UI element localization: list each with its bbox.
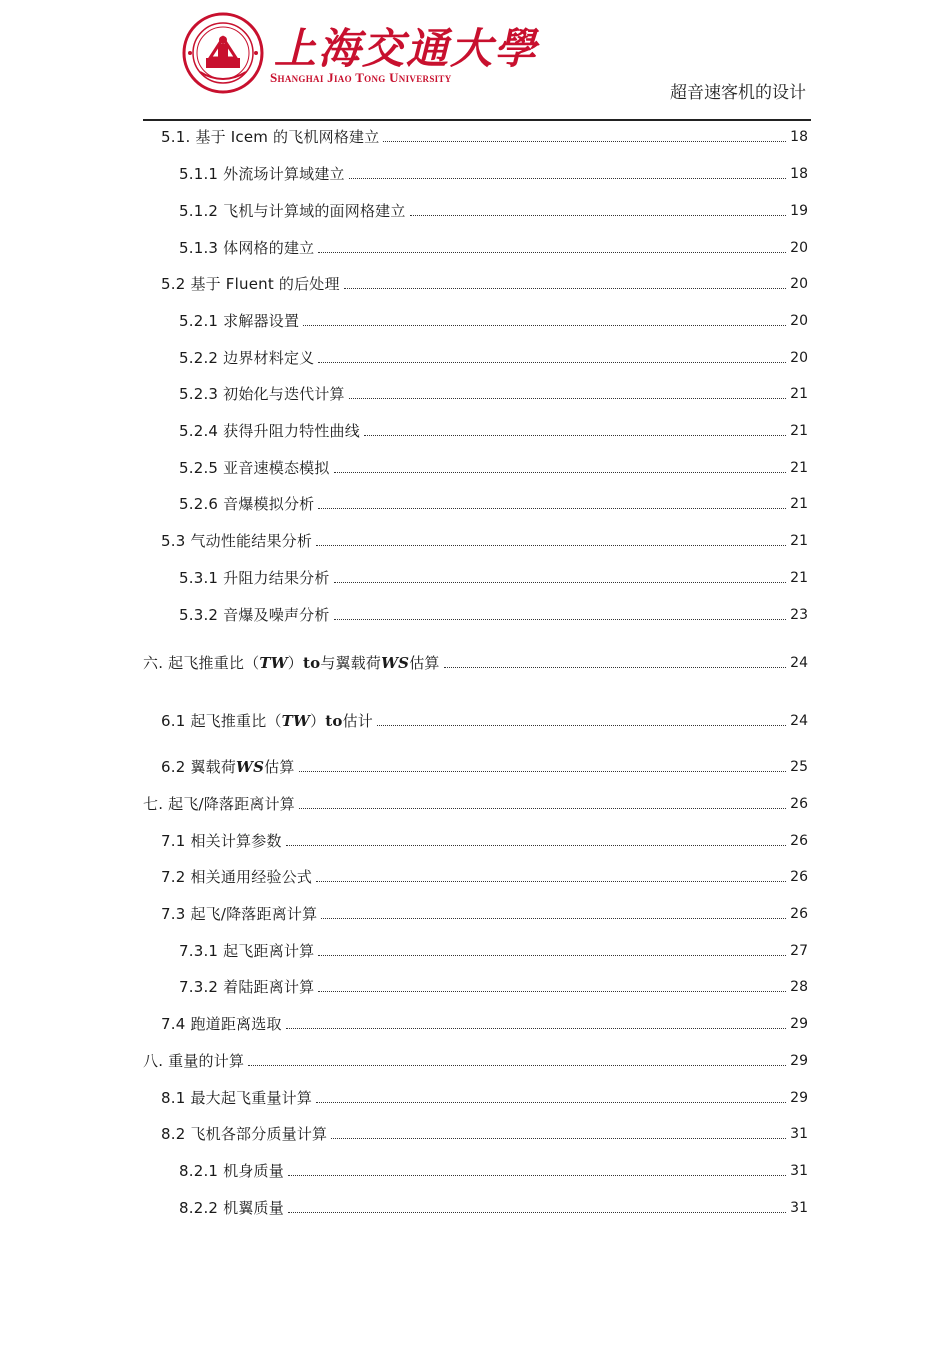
- toc-entry-number: 5.3.2: [179, 606, 219, 624]
- toc-entry-number: 6.2: [161, 758, 186, 776]
- toc-leader-dots: [383, 140, 786, 142]
- toc-entry[interactable]: [0, 1086, 808, 1108]
- toc-entry-title-part: to: [325, 712, 343, 730]
- toc-entry-title-part: 与翼载荷: [320, 654, 382, 672]
- toc-entry[interactable]: [0, 829, 808, 851]
- toc-entry-title-part: 估算: [409, 654, 440, 672]
- toc-entry-text: 边界材料定义: [223, 349, 315, 367]
- toc-page-number: 28: [790, 979, 808, 995]
- toc-entry-title-part: WS: [236, 758, 265, 776]
- toc-entry-text: 求解器设置: [223, 312, 300, 330]
- university-seal-icon: [182, 12, 264, 94]
- toc-entry-number: 7.2: [161, 868, 186, 886]
- toc-entry-title-part: 翼载荷: [190, 758, 237, 776]
- university-name-en: Shanghai Jiao Tong University: [270, 70, 452, 85]
- header-rule: [143, 119, 811, 121]
- toc-page-number: 21: [790, 460, 808, 476]
- toc-entry-number: 5.2.3: [179, 385, 219, 403]
- toc-entry-title: [161, 274, 340, 294]
- toc-entry-text: 起飞/降落距离计算: [190, 905, 318, 923]
- toc-entry[interactable]: [0, 456, 808, 478]
- toc-entry-text: 飞机各部分质量计算: [190, 1125, 328, 1143]
- toc-entry-title: [161, 127, 379, 147]
- toc-entry[interactable]: [0, 272, 808, 294]
- toc-entry-text: 外流场计算域建立: [223, 165, 345, 183]
- toc-leader-dots: [299, 770, 787, 772]
- toc-entry-text: 起飞距离计算: [223, 942, 315, 960]
- toc-entry[interactable]: [0, 709, 808, 731]
- toc-page-number: 29: [790, 1053, 808, 1069]
- toc-entry-number: 六.: [143, 654, 164, 672]
- toc-page-number: 21: [790, 423, 808, 439]
- toc-entry-text: 机翼质量: [223, 1199, 284, 1217]
- toc-entry-title-part: ）: [287, 654, 303, 672]
- toc-leader-dots: [288, 1174, 786, 1176]
- toc-entry-title: [161, 531, 312, 551]
- toc-entry-title: [179, 941, 314, 961]
- university-logo: [182, 12, 539, 92]
- toc-entry-number: 7.4: [161, 1015, 186, 1033]
- toc-entry[interactable]: [0, 939, 808, 961]
- toc-entry[interactable]: [0, 792, 808, 814]
- toc-entry-text: 相关计算参数: [190, 832, 282, 850]
- toc-entry-text: 着陆距离计算: [223, 978, 315, 996]
- toc-leader-dots: [316, 1101, 786, 1103]
- toc-page-number: 20: [790, 240, 808, 256]
- toc-entry-title: [179, 458, 330, 478]
- toc-leader-dots: [318, 954, 786, 956]
- toc-entry-text: 机身质量: [223, 1162, 284, 1180]
- toc-leader-dots: [316, 880, 786, 882]
- toc-entry-title: [161, 867, 312, 887]
- toc-page-number: 21: [790, 533, 808, 549]
- toc-entry-title: [179, 201, 406, 221]
- toc-entry-title: [161, 711, 373, 731]
- toc-entry[interactable]: [0, 1049, 808, 1071]
- toc-page-number: 23: [790, 607, 808, 623]
- toc-page-number: 24: [790, 713, 808, 729]
- toc-leader-dots: [286, 844, 787, 846]
- toc-leader-dots: [334, 581, 787, 583]
- toc-leader-dots: [288, 1211, 786, 1213]
- toc-entry-title: [143, 653, 440, 673]
- toc-entry[interactable]: [0, 382, 808, 404]
- toc-entry-title-part: WS: [381, 654, 410, 672]
- toc-leader-dots: [377, 724, 786, 726]
- toc-entry[interactable]: [0, 865, 808, 887]
- toc-entry-title-part: 估计: [342, 712, 374, 730]
- toc-leader-dots: [299, 807, 786, 809]
- toc-entry-text: 起飞/降落距离计算: [168, 795, 295, 813]
- toc-leader-dots: [331, 1137, 786, 1139]
- toc-entry-text: 亚音速模态模拟: [223, 459, 330, 477]
- toc-entry-text: 基于 Fluent 的后处理: [190, 275, 340, 293]
- toc-entry-title: [161, 1014, 282, 1034]
- toc-entry-text: 升阻力结果分析: [223, 569, 330, 587]
- toc-entry[interactable]: [0, 346, 808, 368]
- toc-entry-title: [179, 311, 299, 331]
- toc-entry-text: 最大起飞重量计算: [190, 1089, 313, 1107]
- toc-entry-number: 8.2.1: [179, 1162, 219, 1180]
- toc-page-number: 20: [790, 276, 808, 292]
- toc-leader-dots: [334, 618, 787, 620]
- toc-entry-title: [179, 164, 345, 184]
- toc-entry[interactable]: [0, 651, 808, 673]
- toc-entry-text: 重量的计算: [168, 1052, 245, 1070]
- toc-entry-title-part: 起飞推重比（: [168, 654, 260, 672]
- toc-page-number: 31: [790, 1163, 808, 1179]
- toc-entry[interactable]: [0, 1159, 808, 1181]
- university-name-cn: 上海交通大學: [274, 24, 539, 73]
- toc-entry-number: 7.3.2: [179, 978, 219, 996]
- toc-page-number: 31: [790, 1200, 808, 1216]
- toc-entry[interactable]: [0, 902, 808, 924]
- toc-entry-number: 5.2.6: [179, 495, 219, 513]
- document-title: 超音速客机的设计: [670, 83, 806, 103]
- toc-page-number: 21: [790, 496, 808, 512]
- toc-entry-title: [179, 1198, 284, 1218]
- toc-page-number: 18: [790, 129, 808, 145]
- toc-entry-number: 七.: [143, 795, 164, 813]
- toc-entry-title-part: to: [302, 654, 321, 672]
- toc-entry[interactable]: [0, 1012, 808, 1034]
- toc-entry-number: 7.3: [161, 905, 186, 923]
- toc-entry-text: 气动性能结果分析: [190, 532, 313, 550]
- toc-entry-text: 音爆模拟分析: [223, 495, 315, 513]
- toc-page-number: 20: [790, 350, 808, 366]
- toc-entry-number: 8.1: [161, 1089, 186, 1107]
- toc-page-number: 18: [790, 166, 808, 182]
- toc-entry-number: 5.2.1: [179, 312, 219, 330]
- toc-leader-dots: [334, 471, 787, 473]
- toc-entry-text: 获得升阻力特性曲线: [223, 422, 360, 440]
- toc-leader-dots: [321, 917, 786, 919]
- toc-entry-number: 5.2.2: [179, 349, 219, 367]
- toc-entry-text: 初始化与迭代计算: [223, 385, 345, 403]
- toc-entry-title: [161, 757, 295, 777]
- toc-entry-title: [179, 384, 345, 404]
- toc-page-number: 26: [790, 796, 808, 812]
- toc-leader-dots: [410, 214, 787, 216]
- toc-entry[interactable]: [0, 566, 808, 588]
- toc-page-number: 31: [790, 1126, 808, 1142]
- toc-page-number: 27: [790, 943, 808, 959]
- toc-page-number: 26: [790, 869, 808, 885]
- toc-entry-title: [179, 494, 314, 514]
- toc-entry-title: [143, 794, 295, 814]
- toc-entry-number: 7.1: [161, 832, 186, 850]
- toc-entry-title: [179, 977, 314, 997]
- toc-entry[interactable]: [0, 125, 808, 147]
- toc-leader-dots: [349, 397, 786, 399]
- toc-entry[interactable]: [0, 419, 808, 441]
- toc-entry-number: 8.2.2: [179, 1199, 219, 1217]
- toc-entry[interactable]: [0, 755, 808, 777]
- toc-entry-title-part: ）: [310, 712, 326, 730]
- toc-entry-title: [179, 605, 330, 625]
- toc-entry-number: 5.3: [161, 532, 186, 550]
- toc-entry-title: [143, 1051, 244, 1071]
- toc-entry-number: 八.: [143, 1052, 164, 1070]
- toc-entry-text: 飞机与计算域的面网格建立: [223, 202, 406, 220]
- toc-entry-title: [161, 1124, 327, 1144]
- toc-entry[interactable]: [0, 529, 808, 551]
- toc-entry-text: 音爆及噪声分析: [223, 606, 330, 624]
- toc-entry-number: 6.1: [161, 712, 186, 730]
- toc-entry-number: 5.1.: [161, 128, 191, 146]
- toc-leader-dots: [364, 434, 786, 436]
- toc-entry-text: 体网格的建立: [223, 239, 315, 257]
- toc-page-number: 20: [790, 313, 808, 329]
- toc-leader-dots: [248, 1064, 786, 1066]
- toc-entry-title: [161, 831, 282, 851]
- toc-page-number: 24: [790, 655, 808, 671]
- toc-page-number: 29: [790, 1090, 808, 1106]
- toc-page-number: 25: [790, 759, 808, 775]
- toc-entry-title: [179, 238, 314, 258]
- toc-entry-title-part: 起飞推重比（: [190, 712, 282, 730]
- toc-entry-number: 5.3.1: [179, 569, 219, 587]
- toc-leader-dots: [318, 251, 786, 253]
- toc-page-number: 19: [790, 203, 808, 219]
- toc-leader-dots: [286, 1027, 787, 1029]
- toc-entry[interactable]: [0, 603, 808, 625]
- toc-entry-text: 相关通用经验公式: [190, 868, 313, 886]
- toc-entry-text: 基于 Icem 的飞机网格建立: [195, 128, 380, 146]
- toc-entry-title-part: TW: [259, 654, 288, 672]
- toc-page-number: 26: [790, 833, 808, 849]
- toc-entry-title: [179, 348, 314, 368]
- toc-entry-number: 5.1.3: [179, 239, 219, 257]
- toc-entry-title: [179, 1161, 284, 1181]
- toc-entry[interactable]: [0, 162, 808, 184]
- toc-page-number: 21: [790, 570, 808, 586]
- toc-entry[interactable]: [0, 975, 808, 997]
- toc-entry[interactable]: [0, 309, 808, 331]
- toc-entry[interactable]: [0, 236, 808, 258]
- toc-leader-dots: [444, 666, 787, 668]
- page-header: [0, 0, 952, 122]
- toc-entry-number: 5.1.1: [179, 165, 219, 183]
- toc-entry-title: [161, 1088, 312, 1108]
- toc-entry-text: 跑道距离选取: [190, 1015, 282, 1033]
- toc-entry[interactable]: [0, 199, 808, 221]
- toc-entry[interactable]: [0, 1196, 808, 1218]
- toc-leader-dots: [349, 177, 786, 179]
- toc-entry-title-part: 估算: [264, 758, 295, 776]
- toc-page-number: 29: [790, 1016, 808, 1032]
- toc-entry-title-part: TW: [281, 712, 311, 730]
- toc-entry[interactable]: [0, 1122, 808, 1144]
- toc-entry-title: [161, 904, 317, 924]
- toc-leader-dots: [303, 324, 786, 326]
- toc-entry-number: 5.2.5: [179, 459, 219, 477]
- toc-leader-dots: [344, 287, 786, 289]
- toc-entry-number: 7.3.1: [179, 942, 219, 960]
- toc-page-number: 21: [790, 386, 808, 402]
- toc-entry[interactable]: [0, 492, 808, 514]
- toc-page-number: 26: [790, 906, 808, 922]
- toc-entry-number: 5.1.2: [179, 202, 219, 220]
- toc-leader-dots: [318, 361, 786, 363]
- toc-entry-number: 5.2: [161, 275, 186, 293]
- toc-entry-title: [179, 421, 360, 441]
- toc-entry-title: [179, 568, 330, 588]
- toc-entry-number: 5.2.4: [179, 422, 219, 440]
- toc-leader-dots: [318, 507, 786, 509]
- toc-leader-dots: [318, 990, 786, 992]
- toc-entry-number: 8.2: [161, 1125, 186, 1143]
- toc-leader-dots: [316, 544, 786, 546]
